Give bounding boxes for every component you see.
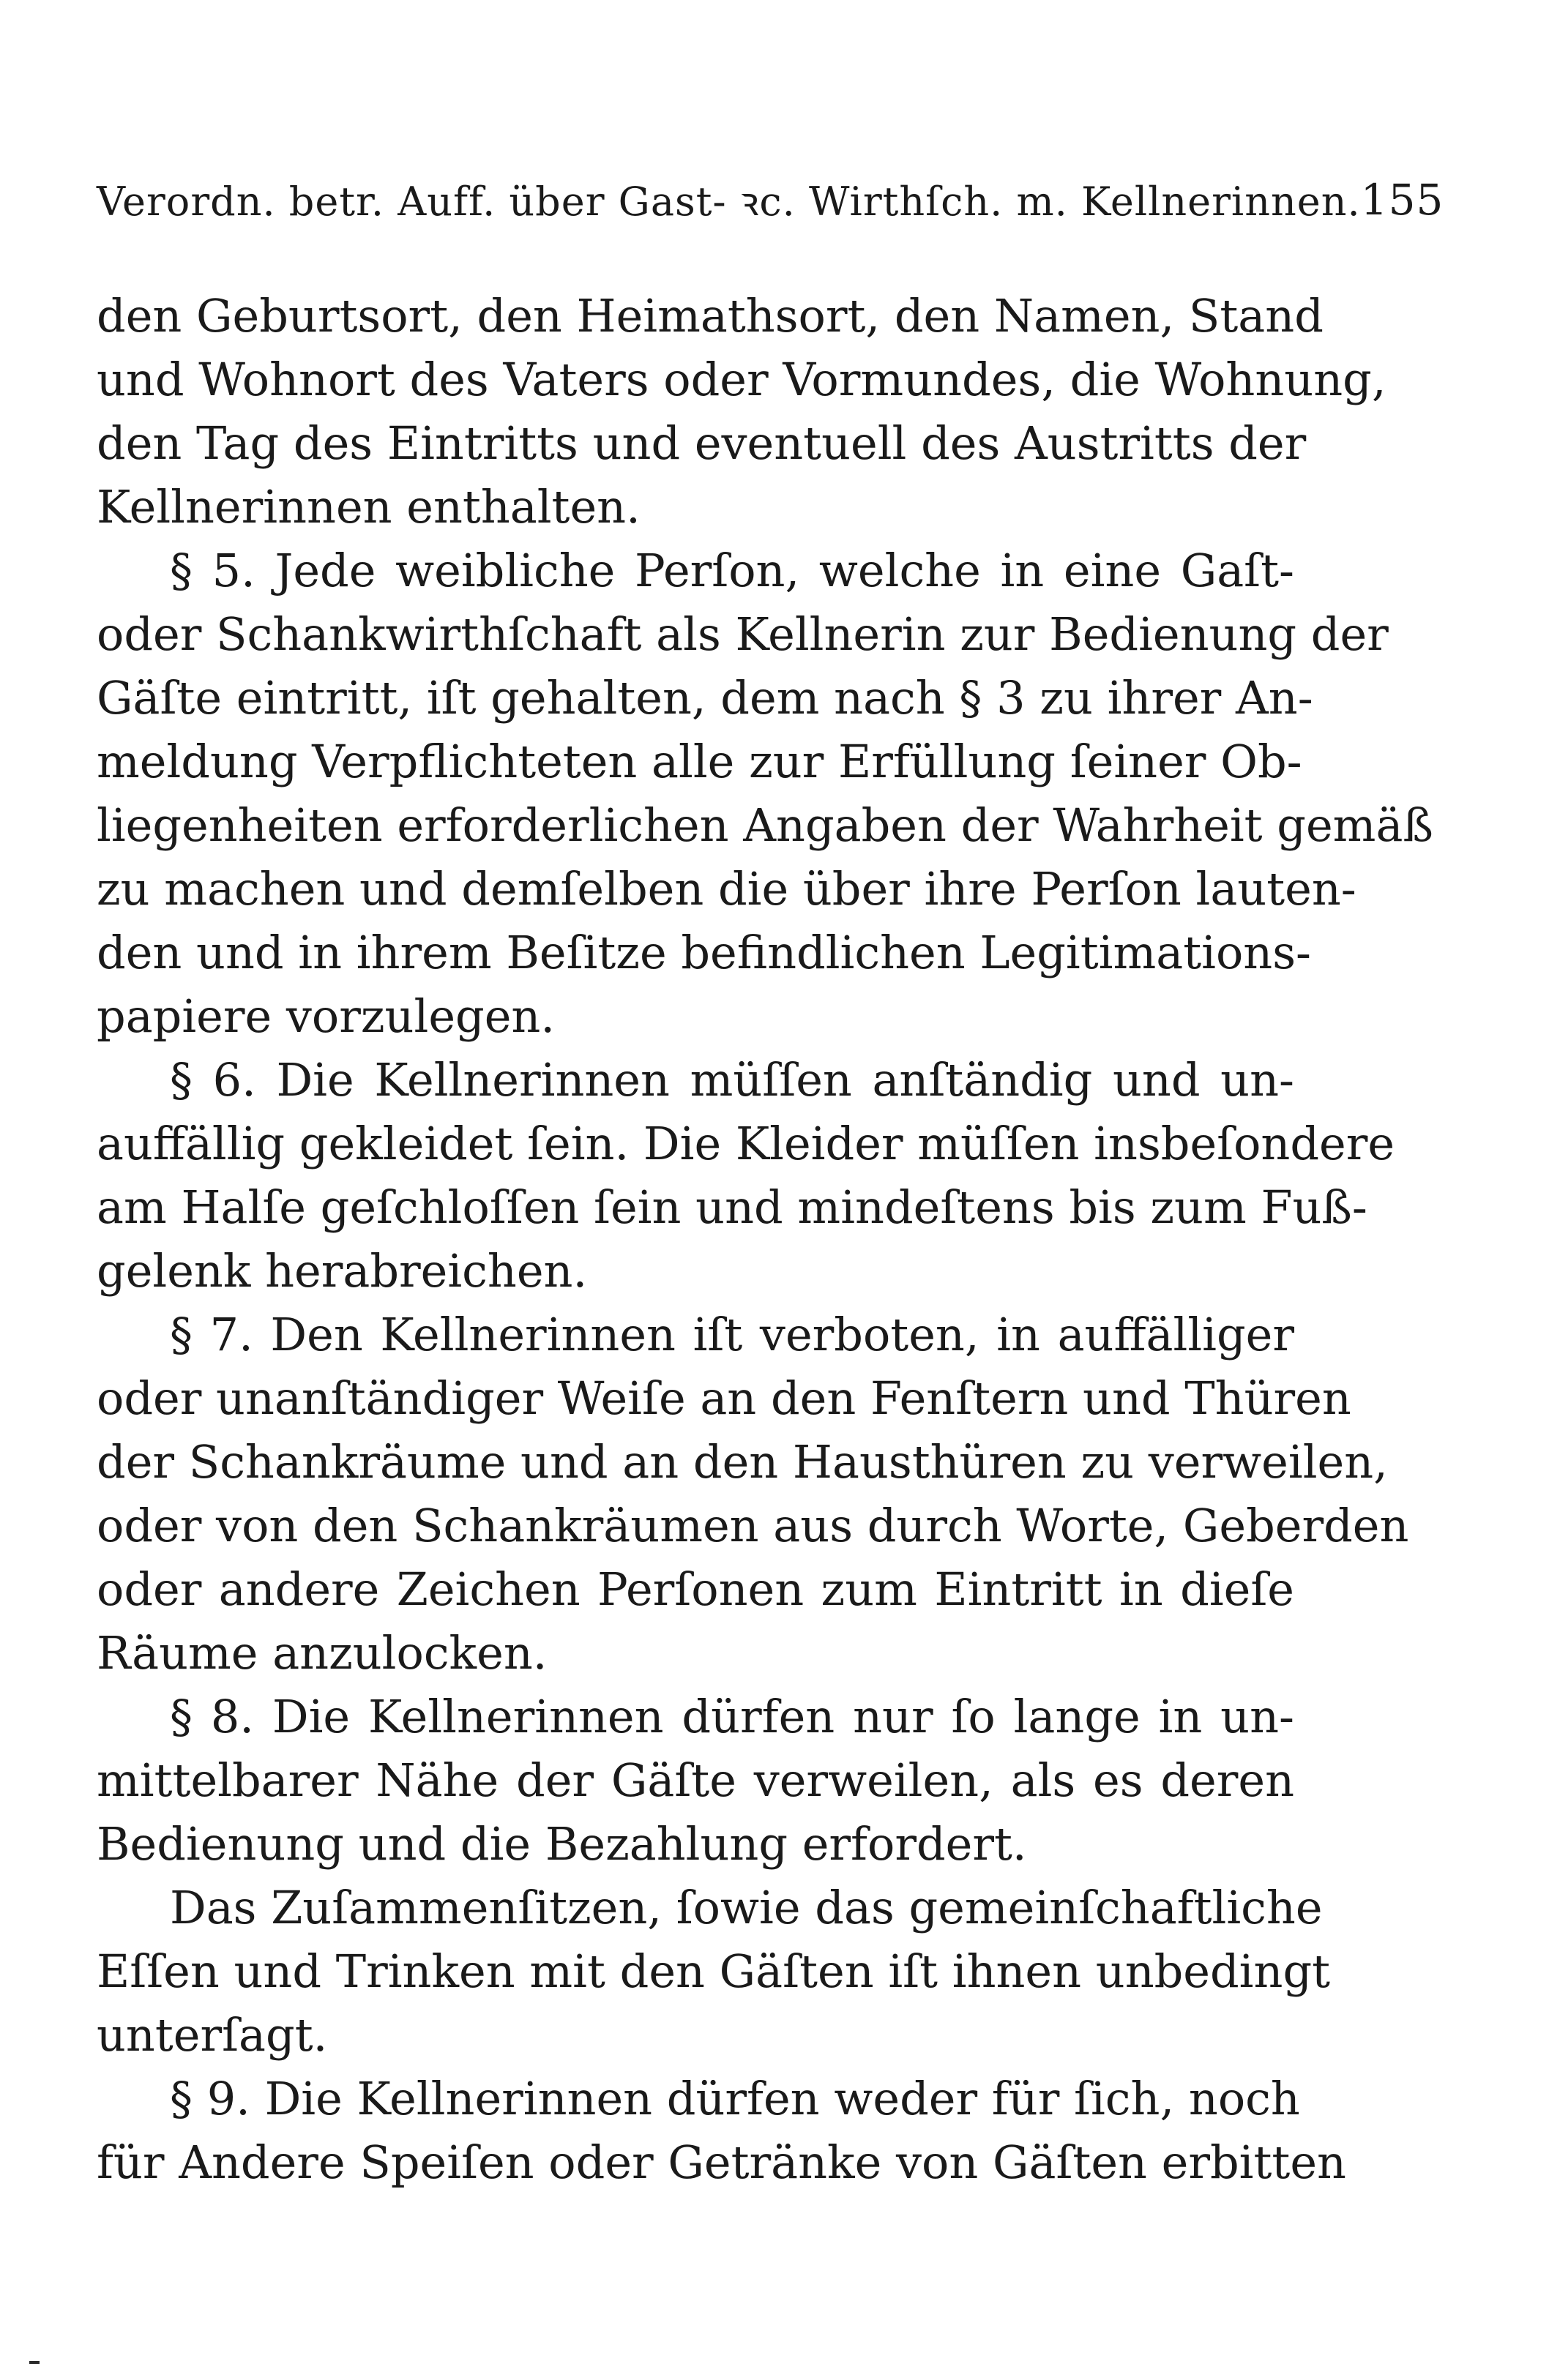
body-text bbox=[97, 284, 1433, 2194]
text-line: zu machen und demſelben die über ihre Perſon lauten- bbox=[97, 862, 1356, 916]
text-line: mittelbarer Nähe der Gäſte verweilen, als es deren bbox=[97, 1754, 1294, 1807]
text-line: Gäſte eintritt, iſt gehalten, dem nach § 3 zu ihrer An- bbox=[97, 671, 1313, 725]
paragraph-7-start: § 7. Den Kellnerinnen iſt verboten, in auffälliger bbox=[170, 1308, 1294, 1361]
text-line: am Halſe geſchloſſen ſein und mindeſtens bis zum Fuß- bbox=[97, 1180, 1367, 1234]
text-line: Bedienung und die Bezahlung erfordert. bbox=[97, 1817, 1027, 1871]
text-line: den Tag des Eintritts und eventuell des Austritts der bbox=[97, 416, 1307, 470]
text-line: auffällig gekleidet ſein. Die Kleider müſſen insbeſondere bbox=[97, 1117, 1395, 1170]
text-line: gelenk herabreichen. bbox=[97, 1244, 588, 1298]
text-line: oder unanſtändiger Weiſe an den Fenſtern und Thüren bbox=[97, 1372, 1351, 1425]
paragraph-8-continuation: Das Zuſammenſitzen, ſowie das gemeinſchaftliche bbox=[170, 1881, 1323, 1934]
text-line: oder Schankwirthſchaft als Kellnerin zur Bedienung der bbox=[97, 607, 1389, 661]
text-line: Eſſen und Trinken mit den Gäſten iſt ihnen unbedingt bbox=[97, 1945, 1331, 1998]
text-line: papiere vorzulegen. bbox=[97, 989, 556, 1043]
paragraph-5-start: § 5. Jede weibliche Perſon, welche in eine Gaſt- bbox=[170, 544, 1294, 597]
text-line: den und in ihrem Beſitze befindlichen Legitimations- bbox=[97, 926, 1311, 979]
text-line: Räume anzulocken. bbox=[97, 1626, 548, 1680]
text-line: Kellnerinnen enthalten. bbox=[97, 480, 641, 534]
text-line: oder andere Zeichen Perſonen zum Eintritt in dieſe bbox=[97, 1563, 1294, 1616]
text-line: und Wohnort des Vaters oder Vormundes, die Wohnung, bbox=[97, 353, 1386, 406]
text-line: unterſagt. bbox=[97, 2008, 328, 2062]
text-line: der Schankräume und an den Hausthüren zu verweilen, bbox=[97, 1435, 1388, 1489]
text-line: den Geburtsort, den Heimathsort, den Namen, Stand bbox=[97, 289, 1324, 343]
scan-mark bbox=[29, 2361, 40, 2364]
text-line: für Andere Speiſen oder Getränke von Gäſten erbitten bbox=[97, 2136, 1346, 2189]
paragraph-8-start: § 8. Die Kellnerinnen dürfen nur ſo lange in un- bbox=[170, 1690, 1294, 1743]
page-number: 155 bbox=[1360, 175, 1444, 225]
paragraph-6-start: § 6. Die Kellnerinnen müſſen anſtändig und un- bbox=[170, 1053, 1294, 1107]
running-header bbox=[97, 167, 1444, 233]
text-line: liegenheiten erforderlichen Angaben der Wahrheit gemäß bbox=[97, 798, 1433, 852]
text-line: oder von den Schankräumen aus durch Worte, Geberden bbox=[97, 1499, 1409, 1552]
text-line: meldung Verpflichteten alle zur Erfüllung ſeiner Ob- bbox=[97, 735, 1302, 788]
running-title: Verordn. betr. Auff. über Gast- ꝛc. Wirthſch. m. Kellnerinnen. bbox=[97, 179, 1361, 225]
paragraph-9-start: § 9. Die Kellnerinnen dürfen weder für ſich, noch bbox=[170, 2072, 1300, 2125]
